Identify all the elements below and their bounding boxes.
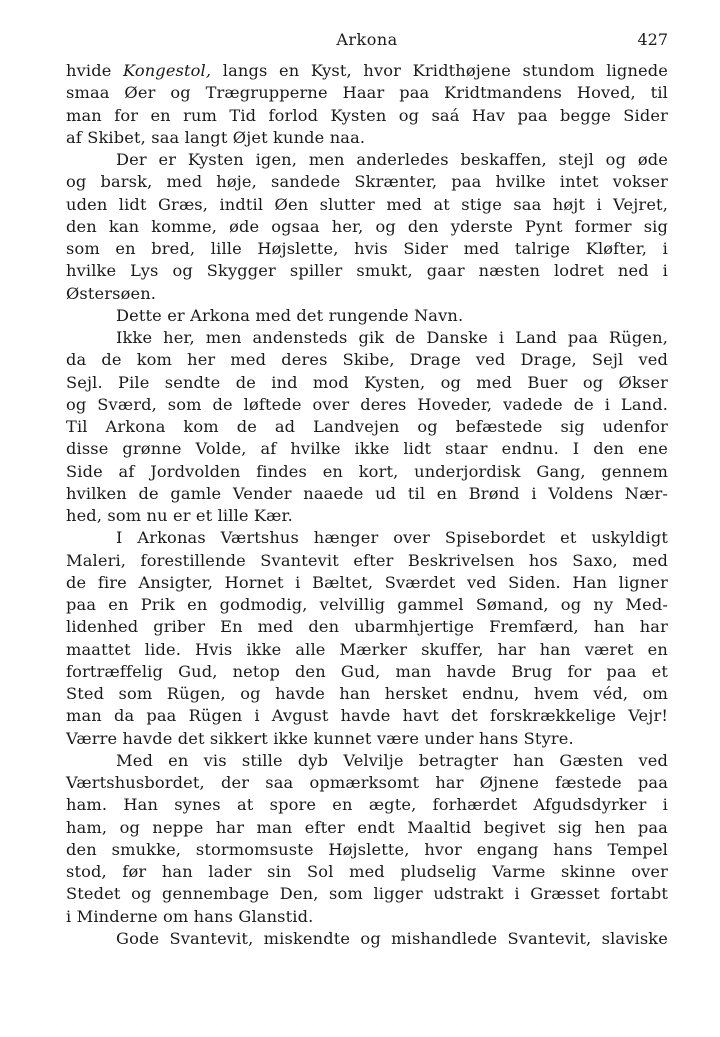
text-line: Værre havde det sikkert ikke kunnet være under hans Styre. (66, 728, 574, 748)
text-line: som en bred, lille Højslette, hvis Sider med talrige Kløfter, i (66, 239, 668, 258)
text-line: Side af Jordvolden findes en kort, underjordisk Gang, gennem (66, 461, 668, 481)
text-line: man da paa Rügen i Avgust havde havt det forskrækkelige Vejr! (66, 706, 668, 726)
text-line: maattet lide. Hvis ikke alle Mærker skuffer, har han været en (66, 639, 668, 659)
text-line (66, 60, 668, 82)
text-line: ham. Han synes at spore en ægte, forhærdet Afgudsdyrker i (66, 795, 668, 815)
text-line: Til Arkona kom de ad Landvejen og befæstede sig udenfor (66, 417, 668, 436)
text-line: af Skibet, saa langt Øjet kunde naa. (66, 127, 366, 147)
text-line: hvilke Lys og Skygger spiller smukt, gaar næsten lodret ned i (66, 261, 668, 281)
text-line: og barsk, med høje, sandede Skrænter, paa hvilke intet vokser (66, 172, 668, 192)
text-line: hed, som nu er et lille Kær. (66, 506, 293, 525)
text-line: paa en Prik en godmodig, velvillig gammel Sømand, og ny Med- (66, 595, 668, 614)
text-line: man for en rum Tid forlod Kysten og saá Hav paa begge Sider (66, 105, 668, 125)
text-line: Med en vis stille dyb Velvilje betragter han Gæsten ved (116, 750, 668, 770)
italic-word: Kongestol, (123, 61, 212, 80)
text-line: smaa Øer og Trægrupperne Haar paa Kridtmandens Hoved, til (66, 83, 668, 103)
text-line: Stedet og gennembage Den, som ligger udstrakt i Græsset fortabt (66, 884, 668, 904)
text-line: Værtshusbordet, der saa opmærksomt har Øjnene fæstede paa (66, 773, 668, 792)
text-line: hvilken de gamle Vender naaede ud til en Brønd i Voldens Nær- (66, 483, 668, 503)
page-number: 427 (637, 30, 668, 49)
book-page (66, 30, 668, 950)
running-title: Arkona (336, 30, 398, 49)
text-line: disse grønne Volde, af hvilke ikke lidt staar endnu. I den ene (66, 439, 668, 459)
text-line: de fire Ansigter, Hornet i Bæltet, Sværdet ved Siden. Han ligner (66, 572, 668, 592)
text-segment: hvide (66, 61, 124, 80)
text-line: den kan komme, øde ogsaa her, og den yderste Pynt former sig (66, 216, 668, 236)
text-line: Maleri, forestillende Svantevit efter Beskrivelsen hos Saxo, med (66, 550, 668, 570)
text-line: i Minderne om hans Glanstid. (66, 906, 314, 926)
text-line: ham, og neppe har man efter endt Maaltid begivet sig hen paa (66, 817, 668, 837)
text-segment: langs en Kyst, hvor Kridthøjene stundom lignede (211, 61, 668, 80)
text-line: Gode Svantevit, miskendte og mishandlede Svantevit, slaviske (116, 928, 668, 948)
text-line: Dette er Arkona med det rungende Navn. (116, 305, 464, 325)
text-line: Østersøen. (66, 283, 157, 303)
text-line: uden lidt Græs, indtil Øen slutter med at stige saa højt i Vejret, (66, 194, 668, 214)
text-line: fortræffelig Gud, netop den Gud, man havde Brug for paa et (66, 661, 668, 681)
text-line: lidenhed griber En med den ubarmhjertige Fremfærd, han har (66, 617, 668, 637)
body-text (66, 60, 668, 950)
text-line: Der er Kysten igen, men anderledes beskaffen, stejl og øde (116, 150, 668, 169)
text-line: og Sværd, som de løftede over deres Hoveder, vadede de i Land. (66, 394, 668, 414)
running-header (66, 30, 668, 58)
text-line: stod, før han lader sin Sol med pludselig Varme skinne over (66, 862, 668, 881)
text-line: den smukke, stormomsuste Højslette, hvor engang hans Tempel (66, 839, 668, 859)
text-line: Ikke her, men andensteds gik de Danske i Land paa Rügen, (116, 328, 668, 347)
text-line: Sejl. Pile sendte de ind mod Kysten, og med Buer og Økser (66, 372, 668, 392)
text-line: Sted som Rügen, og havde han hersket endnu, hvem véd, om (66, 684, 668, 703)
text-line: I Arkonas Værtshus hænger over Spisebordet et uskyldigt (116, 528, 668, 548)
text-line: da de kom her med deres Skibe, Drage ved Drage, Sejl ved (66, 350, 668, 370)
